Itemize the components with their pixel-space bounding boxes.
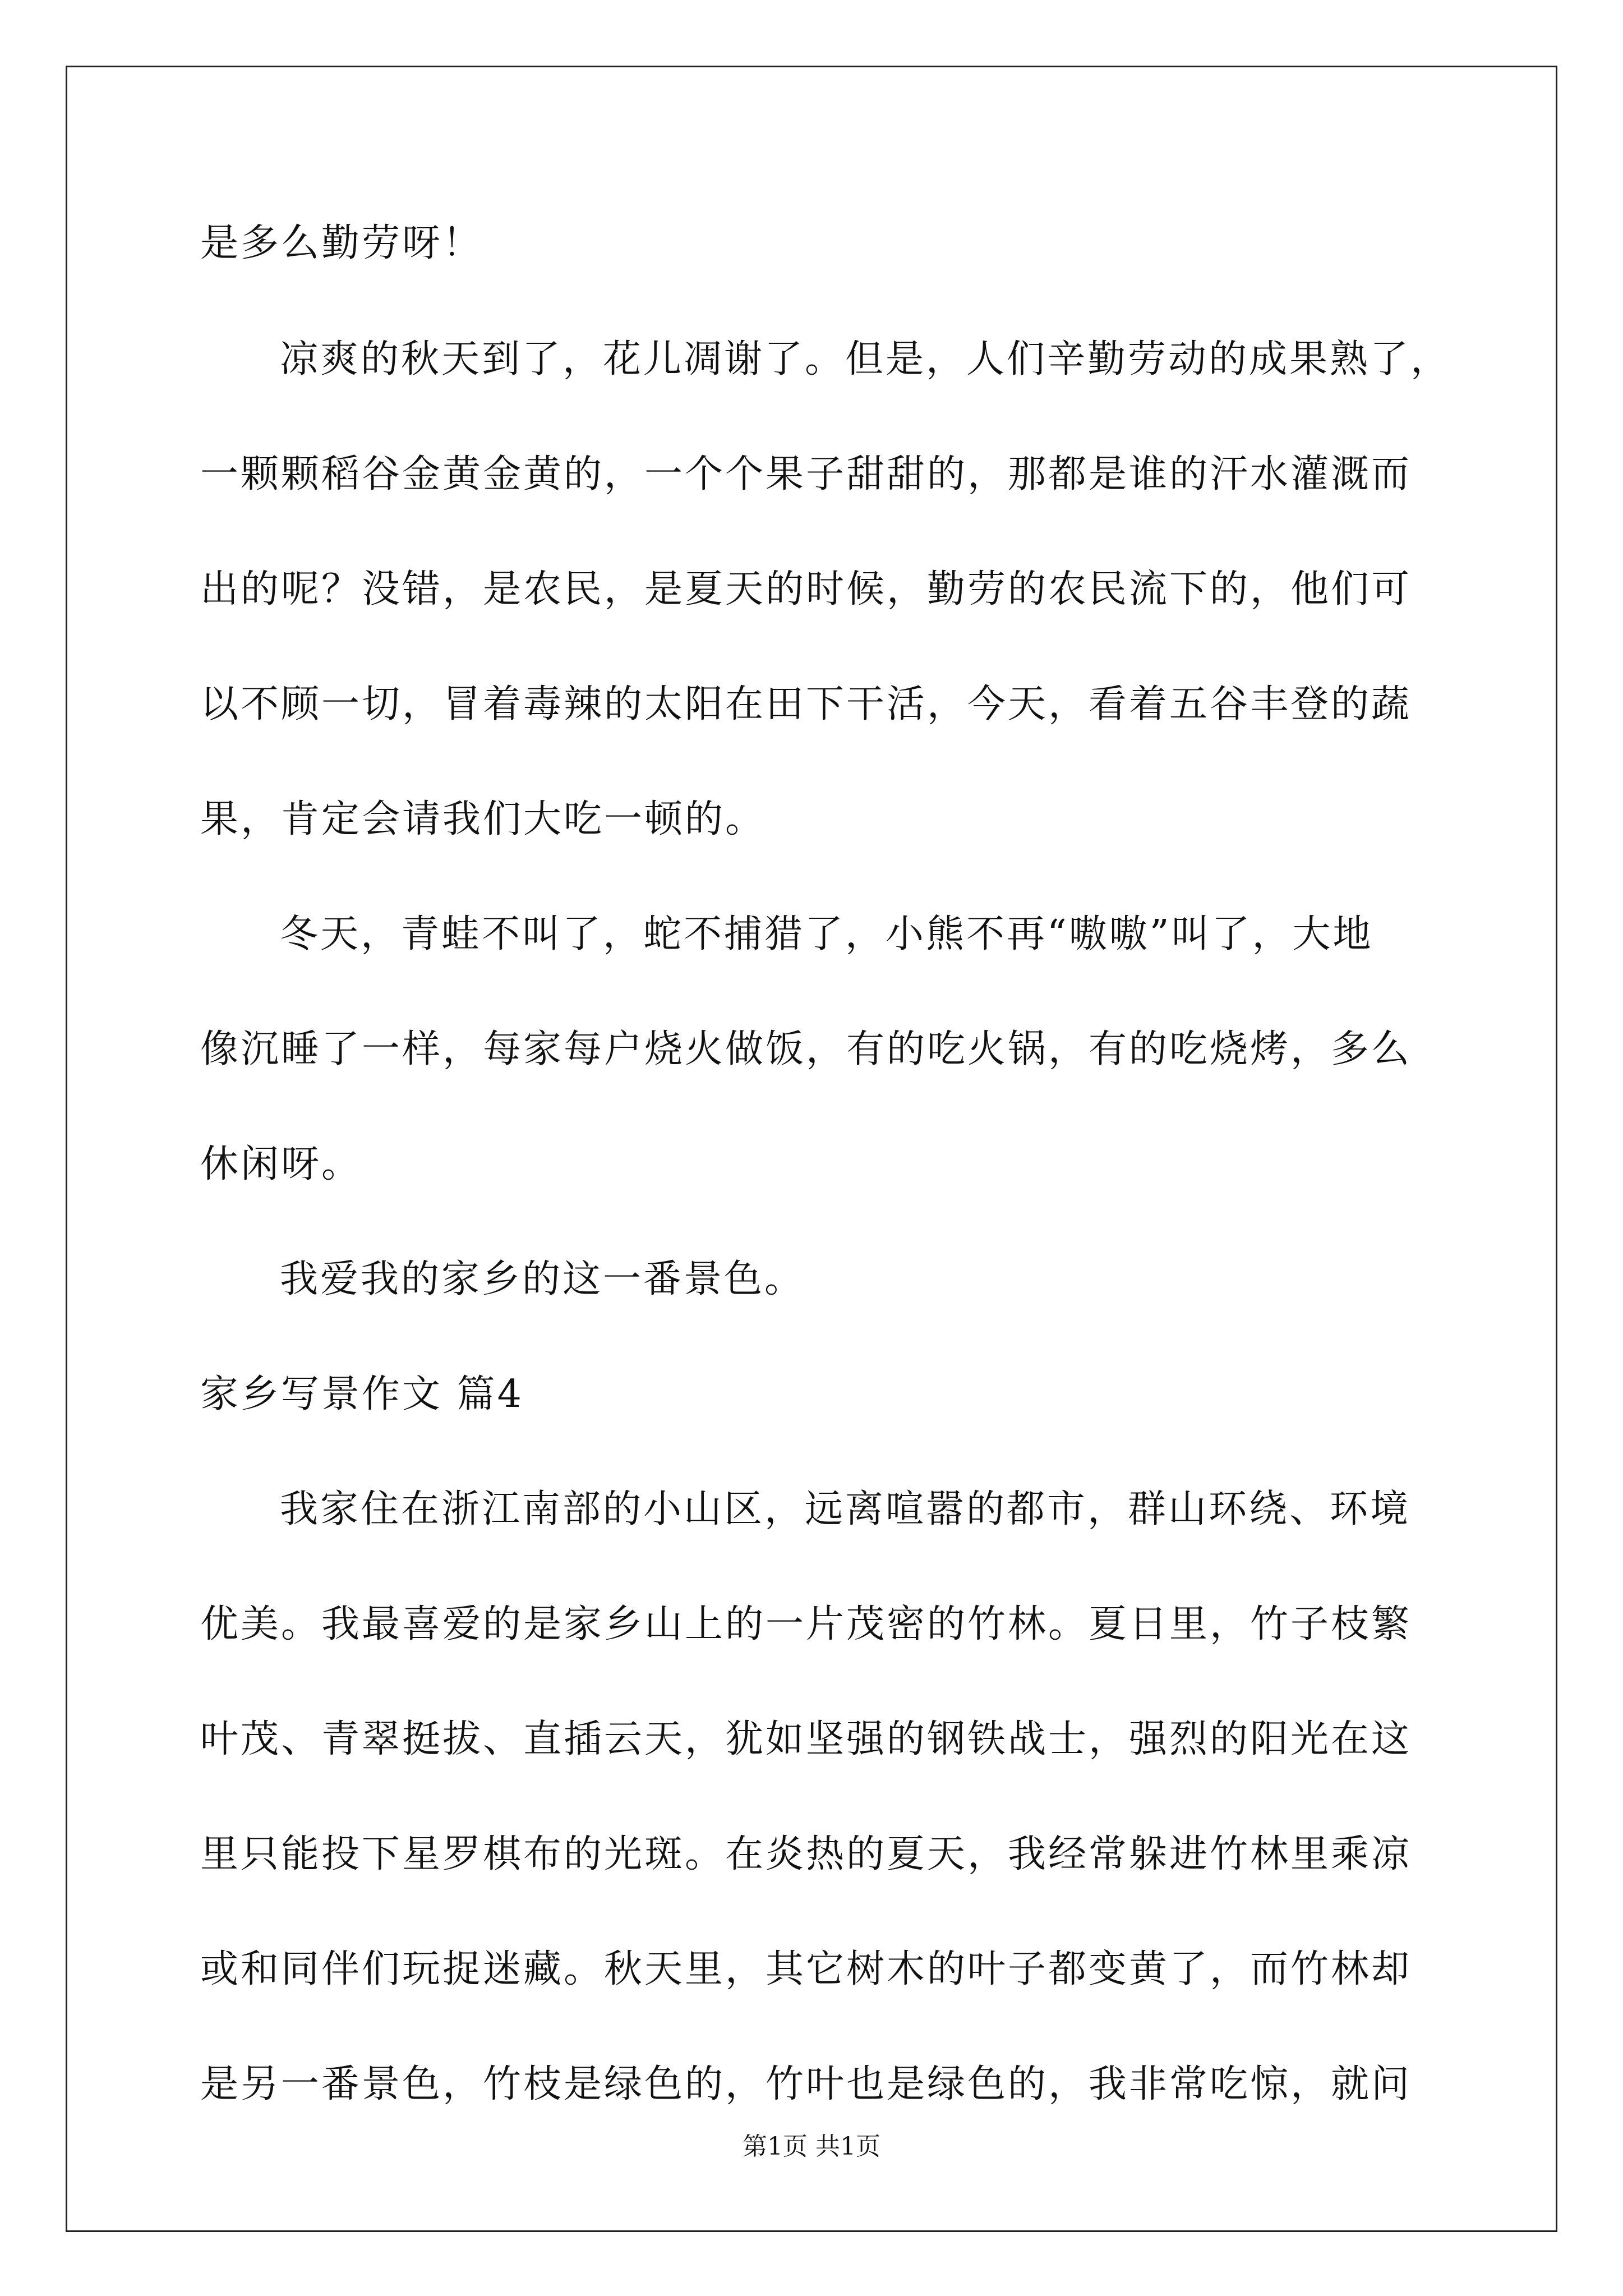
paragraph-line: 是多么勤劳呀！ xyxy=(200,221,483,265)
paragraph-line: 以不顾一切，冒着毒辣的太阳在田下干活，今天，看着五谷丰登的蔬 xyxy=(200,682,1412,726)
paragraph-line: 像沉睡了一样，每家每户烧火做饭，有的吃火锅，有的吃烧烤，多么 xyxy=(200,1027,1412,1071)
section-heading: 家乡写景作文 篇4 xyxy=(200,1372,524,1416)
paragraph-line: 冬天，青蛙不叫了，蛇不捕猎了，小熊不再“嗷嗷”叫了，大地 xyxy=(280,912,1373,956)
paragraph-line: 出的呢？没错，是农民，是夏天的时候，勤劳的农民流下的，他们可 xyxy=(200,567,1412,611)
paragraph-line: 是另一番景色，竹枝是绿色的，竹叶也是绿色的，我非常吃惊，就问 xyxy=(200,2062,1412,2106)
paragraph-line: 凉爽的秋天到了，花儿凋谢了。但是，人们辛勤劳动的成果熟了， xyxy=(280,337,1451,381)
paragraph-line: 或和同伴们玩捉迷藏。秋天里，其它树木的叶子都变黄了，而竹林却 xyxy=(200,1947,1412,1991)
paragraph-line: 里只能投下星罗棋布的光斑。在炎热的夏天，我经常躲进竹林里乘凉 xyxy=(200,1832,1412,1876)
paragraph-line: 一颗颗稻谷金黄金黄的，一个个果子甜甜的，那都是谁的汗水灌溉而 xyxy=(200,452,1412,496)
paragraph-line: 休闲呀。 xyxy=(200,1142,362,1186)
page-footer: 第1页 共1页 xyxy=(743,2132,880,2161)
paragraph-line: 果，肯定会请我们大吃一顿的。 xyxy=(200,797,766,841)
paragraph-line: 优美。我最喜爱的是家乡山上的一片茂密的竹林。夏日里，竹子枝繁 xyxy=(200,1602,1412,1646)
paragraph-line: 我家住在浙江南部的小山区，远离喧嚣的都市，群山环绕、环境 xyxy=(280,1487,1411,1531)
paragraph-line: 叶茂、青翠挺拔、直插云天，犹如坚强的钢铁战士，强烈的阳光在这 xyxy=(200,1717,1412,1761)
paragraph-line: 我爱我的家乡的这一番景色。 xyxy=(280,1257,805,1301)
